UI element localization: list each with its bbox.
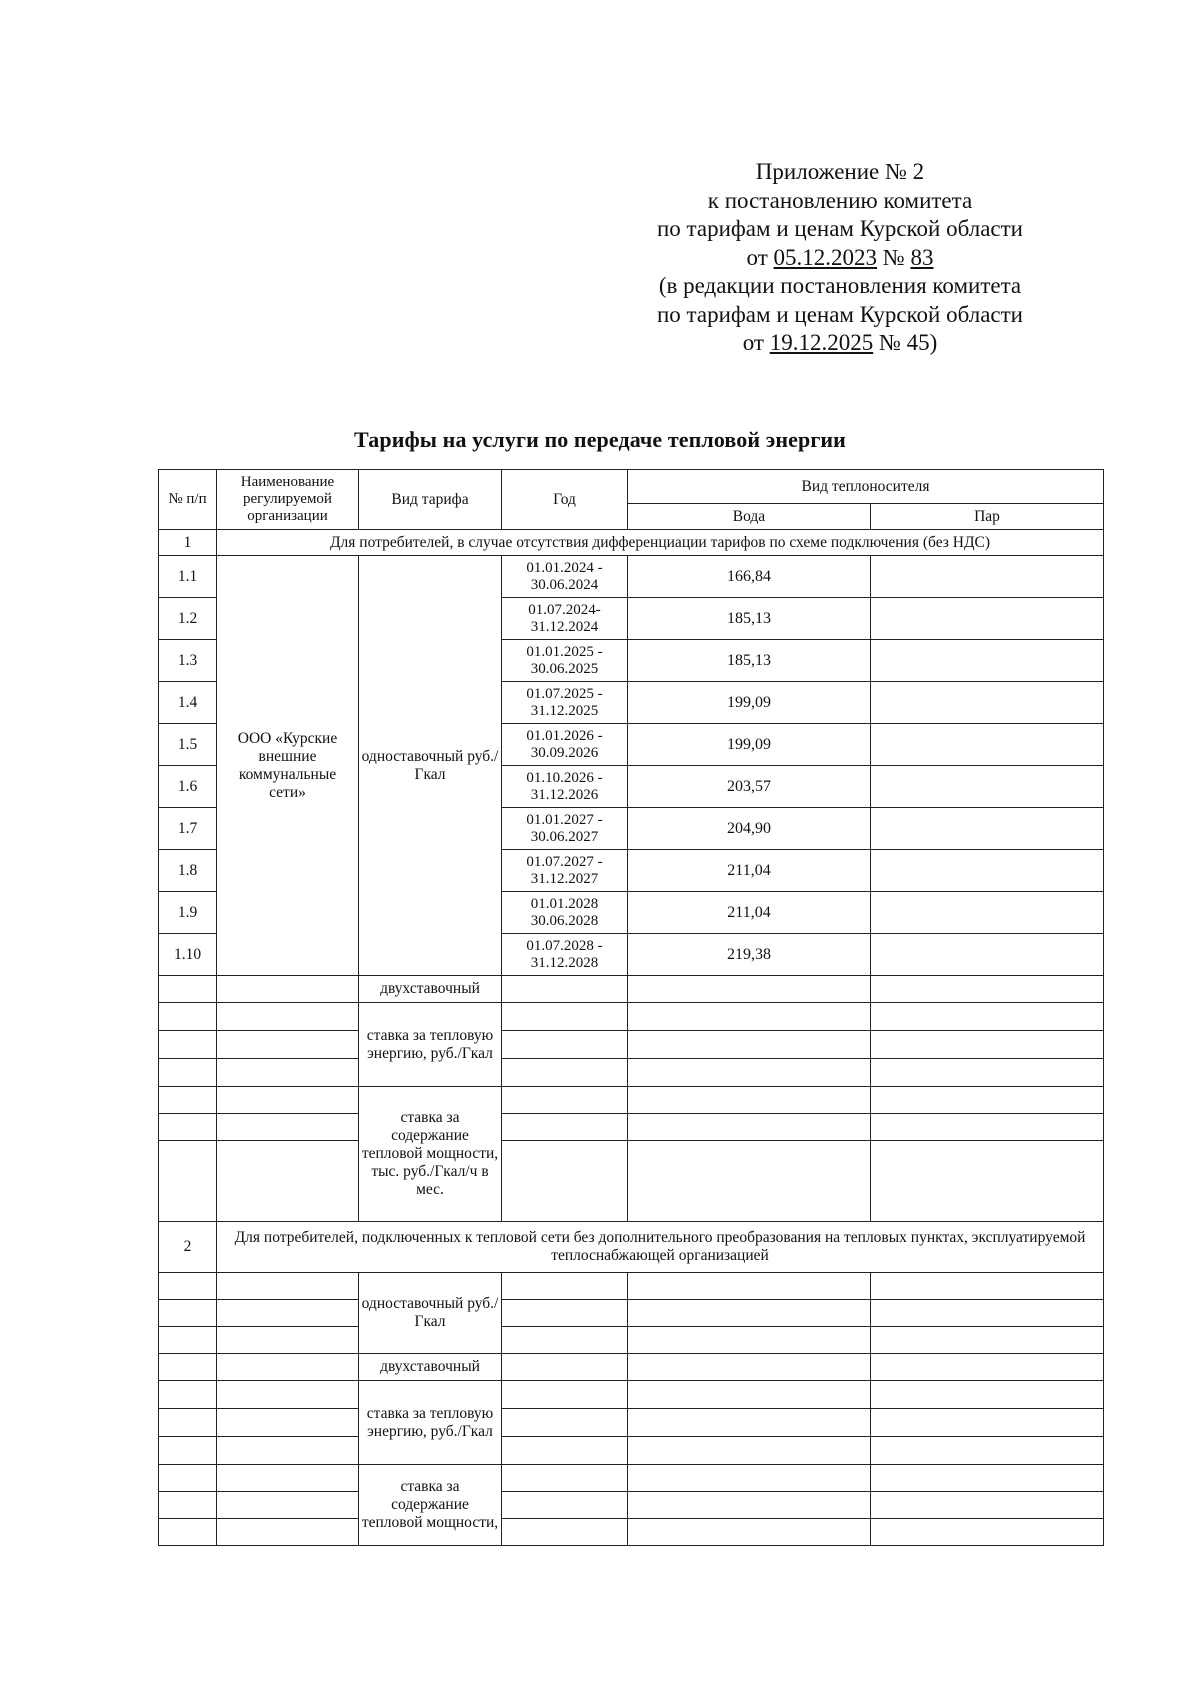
- empty-cell: [628, 1437, 871, 1465]
- section-num: 2: [159, 1222, 217, 1273]
- table-row-two-rate: [159, 976, 1104, 1003]
- row-water-value: 211,04: [628, 850, 871, 892]
- row-steam-value: [871, 808, 1104, 850]
- empty-cell: [217, 976, 359, 1003]
- row-period: 01.07.2028 - 31.12.2028: [502, 934, 628, 976]
- tariff-type-two-rate-2: двухставочный: [359, 1354, 502, 1381]
- section-num: 1: [159, 530, 217, 556]
- table-row-energy-rate: [159, 1381, 1104, 1409]
- empty-cell: [159, 1519, 217, 1546]
- table-row: [159, 1327, 1104, 1354]
- empty-cell: [502, 1141, 628, 1222]
- row-num: 1.8: [159, 850, 217, 892]
- empty-cell: [217, 1059, 359, 1087]
- organization-name: ООО «Курские внешние коммунальные сети»: [217, 556, 359, 976]
- row-water-value: 185,13: [628, 640, 871, 682]
- row-num: 1.5: [159, 724, 217, 766]
- empty-cell: [628, 976, 871, 1003]
- empty-cell: [217, 1327, 359, 1354]
- table-row: [159, 1492, 1104, 1519]
- empty-cell: [871, 1273, 1104, 1300]
- empty-cell: [502, 1354, 628, 1381]
- tariff-type-two-rate: двухставочный: [359, 976, 502, 1003]
- table-row: [159, 556, 1104, 598]
- empty-cell: [628, 1087, 871, 1114]
- row-period: 01.01.2027 - 30.06.2027: [502, 808, 628, 850]
- empty-cell: [628, 1492, 871, 1519]
- row-period: 01.10.2026 - 31.12.2026: [502, 766, 628, 808]
- col-header-steam: Пар: [871, 504, 1104, 530]
- empty-cell: [217, 1114, 359, 1141]
- empty-cell: [871, 1141, 1104, 1222]
- empty-cell: [502, 1492, 628, 1519]
- tariff-energy-rate-2: ставка за тепловую энергию, руб./Гкал: [359, 1381, 502, 1465]
- empty-cell: [217, 1031, 359, 1059]
- table-row-energy-rate: [159, 1003, 1104, 1031]
- row-period: 01.01.2025 - 30.06.2025: [502, 640, 628, 682]
- empty-cell: [871, 976, 1104, 1003]
- empty-cell: [871, 1492, 1104, 1519]
- empty-cell: [502, 1059, 628, 1087]
- empty-cell: [159, 1141, 217, 1222]
- empty-cell: [871, 1437, 1104, 1465]
- empty-cell: [217, 1465, 359, 1492]
- empty-cell: [628, 1273, 871, 1300]
- row-steam-value: [871, 724, 1104, 766]
- section-row-1: [159, 530, 1104, 556]
- empty-cell: [217, 1381, 359, 1409]
- section-title: Для потребителей, в случае отсутствия дифференциации тарифов по схеме подключения (без НДС): [217, 530, 1104, 556]
- table-row: [159, 1437, 1104, 1465]
- empty-cell: [871, 1087, 1104, 1114]
- row-water-value: 166,84: [628, 556, 871, 598]
- empty-cell: [502, 1273, 628, 1300]
- row-period: 01.01.2026 - 30.09.2026: [502, 724, 628, 766]
- table-row: [159, 1059, 1104, 1087]
- tariff-capacity-rate: ставка за содержание тепловой мощности, тыс. руб./Гкал/ч в мес.: [359, 1087, 502, 1222]
- empty-cell: [502, 976, 628, 1003]
- table-row: [159, 1300, 1104, 1327]
- empty-cell: [217, 1300, 359, 1327]
- row-steam-value: [871, 598, 1104, 640]
- empty-cell: [159, 1087, 217, 1114]
- amendment-number: № 45): [873, 330, 938, 355]
- header-line-4: [560, 244, 1120, 273]
- col-header-org: Наименование регулируемой организации: [217, 470, 359, 530]
- empty-cell: [159, 1437, 217, 1465]
- tariff-energy-rate: ставка за тепловую энергию, руб./Гкал: [359, 1003, 502, 1087]
- row-steam-value: [871, 934, 1104, 976]
- empty-cell: [871, 1114, 1104, 1141]
- col-header-tariff-type: Вид тарифа: [359, 470, 502, 530]
- row-steam-value: [871, 892, 1104, 934]
- row-steam-value: [871, 640, 1104, 682]
- empty-cell: [628, 1381, 871, 1409]
- empty-cell: [217, 1492, 359, 1519]
- empty-cell: [502, 1381, 628, 1409]
- empty-cell: [217, 1087, 359, 1114]
- header-date-prefix: от: [746, 244, 774, 270]
- tariff-table: [158, 469, 1104, 1546]
- empty-cell: [871, 1381, 1104, 1409]
- header-line-2: к постановлению комитета: [707, 187, 973, 213]
- table-header-row: [159, 470, 1104, 504]
- empty-cell: [217, 1519, 359, 1546]
- page-title: Тарифы на услуги по передаче тепловой энергии: [354, 427, 846, 452]
- empty-cell: [628, 1031, 871, 1059]
- row-num: 1.3: [159, 640, 217, 682]
- empty-cell: [502, 1300, 628, 1327]
- col-header-year: Год: [502, 470, 628, 530]
- empty-cell: [628, 1141, 871, 1222]
- empty-cell: [871, 1354, 1104, 1381]
- tariff-capacity-rate-2: ставка за содержание тепловой мощности,: [359, 1465, 502, 1546]
- row-water-value: 185,13: [628, 598, 871, 640]
- empty-cell: [159, 1381, 217, 1409]
- empty-cell: [502, 1031, 628, 1059]
- empty-cell: [502, 1114, 628, 1141]
- row-water-value: 219,38: [628, 934, 871, 976]
- empty-cell: [628, 1300, 871, 1327]
- tariff-type-single-rate-2: одноставочный руб./Гкал: [359, 1273, 502, 1354]
- row-num: 1.2: [159, 598, 217, 640]
- header-line-5: (в редакции постановления комитета: [658, 273, 1022, 298]
- row-steam-value: [871, 850, 1104, 892]
- table-row-two-rate: [159, 1354, 1104, 1381]
- empty-cell: [159, 1273, 217, 1300]
- header-date-prefix-2: от: [742, 330, 770, 355]
- header-line-7: [560, 329, 1120, 358]
- empty-cell: [871, 1409, 1104, 1437]
- empty-cell: [502, 1409, 628, 1437]
- empty-cell: [502, 1327, 628, 1354]
- row-water-value: 204,90: [628, 808, 871, 850]
- row-period: 01.07.2027 - 31.12.2027: [502, 850, 628, 892]
- empty-cell: [628, 1059, 871, 1087]
- table-row-capacity-rate: [159, 1465, 1104, 1492]
- table-row: [159, 1114, 1104, 1141]
- header-line-3: по тарифам и ценам Курской области: [657, 216, 1023, 241]
- empty-cell: [159, 1300, 217, 1327]
- empty-cell: [159, 1354, 217, 1381]
- empty-cell: [628, 1465, 871, 1492]
- appendix-header: [560, 158, 1120, 358]
- row-steam-value: [871, 682, 1104, 724]
- row-num: 1.9: [159, 892, 217, 934]
- empty-cell: [217, 1409, 359, 1437]
- row-period: 01.01.2028 30.06.2028: [502, 892, 628, 934]
- resolution-date: 05.12.2023: [773, 244, 878, 270]
- table-row: [159, 1273, 1104, 1300]
- empty-cell: [628, 1354, 871, 1381]
- empty-cell: [628, 1519, 871, 1546]
- row-period: 01.07.2025 - 31.12.2025: [502, 682, 628, 724]
- header-line-6: по тарифам и ценам Курской области: [657, 301, 1023, 327]
- empty-cell: [628, 1409, 871, 1437]
- row-num: 1.6: [159, 766, 217, 808]
- empty-cell: [871, 1031, 1104, 1059]
- col-header-water: Вода: [628, 504, 871, 530]
- row-steam-value: [871, 766, 1104, 808]
- row-num: 1.4: [159, 682, 217, 724]
- amendment-date: 19.12.2025: [769, 330, 874, 355]
- table-row: [159, 1409, 1104, 1437]
- empty-cell: [871, 1059, 1104, 1087]
- col-header-num: № п/п: [159, 470, 217, 530]
- empty-cell: [159, 1031, 217, 1059]
- row-period: 01.07.2024- 31.12.2024: [502, 598, 628, 640]
- empty-cell: [502, 1465, 628, 1492]
- empty-cell: [871, 1465, 1104, 1492]
- empty-cell: [502, 1437, 628, 1465]
- row-num: 1.7: [159, 808, 217, 850]
- empty-cell: [628, 1114, 871, 1141]
- row-num: 1.10: [159, 934, 217, 976]
- empty-cell: [871, 1327, 1104, 1354]
- empty-cell: [159, 1327, 217, 1354]
- empty-cell: [871, 1519, 1104, 1546]
- empty-cell: [502, 1519, 628, 1546]
- empty-cell: [628, 1003, 871, 1031]
- table-row: [159, 1141, 1104, 1222]
- empty-cell: [217, 1437, 359, 1465]
- row-steam-value: [871, 556, 1104, 598]
- empty-cell: [502, 1003, 628, 1031]
- row-period: 01.01.2024 - 30.06.2024: [502, 556, 628, 598]
- tariff-type-single-rate: одноставочный руб./Гкал: [359, 556, 502, 976]
- empty-cell: [871, 1003, 1104, 1031]
- empty-cell: [159, 1003, 217, 1031]
- empty-cell: [159, 1114, 217, 1141]
- header-number-sign: №: [877, 244, 911, 270]
- row-water-value: 199,09: [628, 724, 871, 766]
- empty-cell: [628, 1327, 871, 1354]
- col-header-carrier: Вид теплоносителя: [628, 470, 1104, 504]
- row-water-value: 211,04: [628, 892, 871, 934]
- empty-cell: [217, 1141, 359, 1222]
- empty-cell: [159, 1492, 217, 1519]
- empty-cell: [217, 1273, 359, 1300]
- table-row: [159, 1031, 1104, 1059]
- empty-cell: [502, 1087, 628, 1114]
- empty-cell: [217, 1003, 359, 1031]
- header-line-1: Приложение № 2: [755, 159, 925, 184]
- section-title: Для потребителей, подключенных к тепловой сети без дополнительного преобразования на тепловых пунктах, эксплуатируемой теплоснабжающей организацией: [217, 1222, 1104, 1273]
- empty-cell: [159, 1059, 217, 1087]
- row-num: 1.1: [159, 556, 217, 598]
- table-row: [159, 1519, 1104, 1546]
- section-row-2: [159, 1222, 1104, 1273]
- empty-cell: [159, 1465, 217, 1492]
- empty-cell: [871, 1300, 1104, 1327]
- row-water-value: 199,09: [628, 682, 871, 724]
- table-row-capacity-rate: [159, 1087, 1104, 1114]
- empty-cell: [159, 976, 217, 1003]
- row-water-value: 203,57: [628, 766, 871, 808]
- empty-cell: [159, 1409, 217, 1437]
- empty-cell: [217, 1354, 359, 1381]
- resolution-number: 83: [910, 244, 934, 270]
